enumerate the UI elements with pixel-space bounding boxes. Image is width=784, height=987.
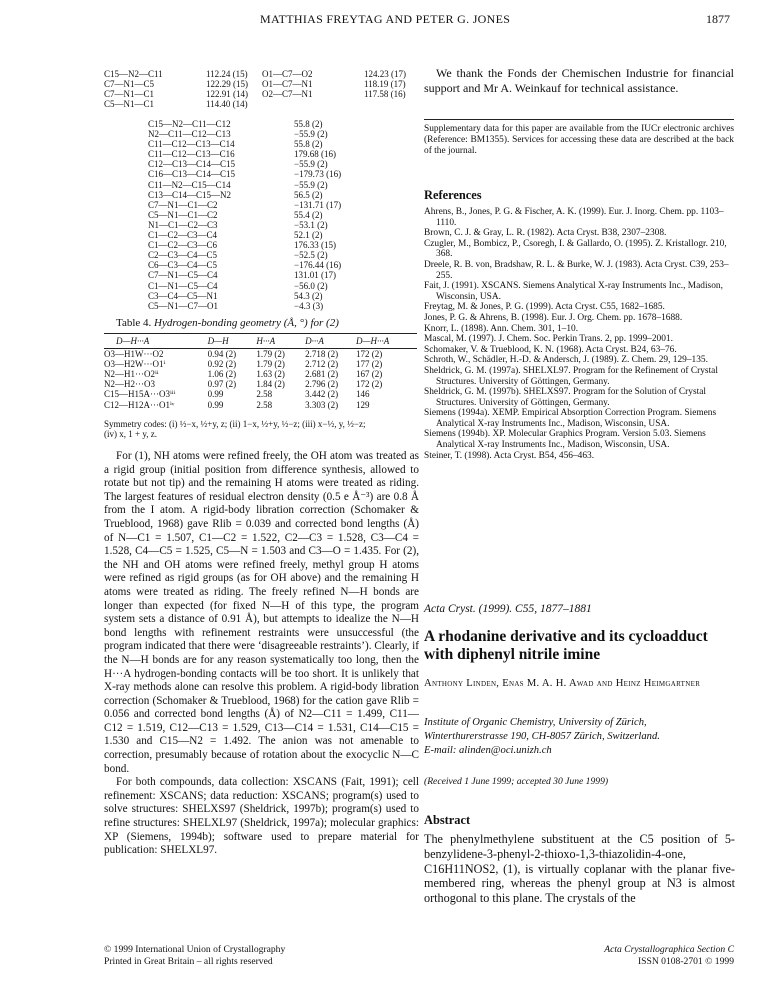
angle-atoms: O1—C7—N1 — [262, 79, 313, 90]
table4-header-cell: D—H — [207, 336, 229, 346]
angle-value: 122.29 (15) — [206, 79, 248, 90]
table4-cell: 129 — [355, 399, 370, 410]
angle-row — [262, 69, 416, 79]
torsion-atoms: C7—N1—C5—C4 — [148, 270, 218, 281]
footer-left — [104, 944, 285, 967]
angle-value: 124.23 (17) — [364, 69, 406, 79]
received-dates: (Received 1 June 1999; accepted 30 June 1999) — [424, 776, 609, 787]
angle-value: 117.58 (16) — [364, 89, 406, 100]
torsion-row — [148, 139, 374, 149]
table4-cell: 172 (2) — [355, 379, 383, 390]
torsion-atoms: C11—N2—C15—C14 — [148, 179, 231, 190]
torsion-row — [148, 159, 374, 169]
table4-caption — [116, 317, 339, 329]
table4-row — [104, 379, 417, 389]
torsion-value: −55.9 (2) — [294, 129, 328, 140]
torsion-row — [148, 291, 374, 301]
footer-printed: Printed in Great Britain – all rights reserved — [104, 955, 273, 967]
table4-header-cell: D—H···A — [355, 336, 390, 346]
reference-item: Steiner, T. (1998). Acta Cryst. B54, 456–463. — [424, 450, 595, 461]
angle-row — [104, 69, 258, 79]
torsion-atoms: C1—C2—C3—C4 — [148, 230, 218, 241]
table4-cell: 1.63 (2) — [256, 369, 285, 380]
programs-paragraph: For both compounds, data collection: XSCANS (Fait, 1991); cell refinement: XSCANS; data reduction: XSCANS; program(s) used to solve structures: SHELXS97 (Sheldrick, 1997b); program(s) used to refine structures: SHELXL97 (Sheldrick, 1997a); molecular graphics: XP (Siemens, 1994b); software used to prepare material for publication: SHELXL97. — [104, 776, 419, 857]
reference-item: Knorr, L. (1898). Ann. Chem. 301, 1–10. — [424, 323, 579, 334]
torsion-row — [148, 210, 374, 220]
torsion-row — [148, 250, 374, 260]
reference-item: Brown, C. J. & Gray, L. R. (1982). Acta Cryst. B38, 2307–2308. — [424, 228, 667, 239]
reference-item: Freytag, M. & Jones, P. G. (1999). Acta Cryst. C55, 1682–1685. — [424, 302, 665, 313]
bond-angles-left — [104, 69, 258, 109]
torsion-angles-table — [148, 119, 374, 311]
torsion-row — [148, 169, 374, 179]
torsion-value: −131.71 (17) — [294, 199, 342, 210]
references-heading: References — [424, 188, 482, 202]
table4-cell: 0.92 (2) — [207, 359, 237, 370]
abstract-heading: Abstract — [424, 813, 471, 827]
angle-row — [104, 79, 258, 89]
torsion-atoms: C5—N1—C1—C2 — [148, 209, 218, 220]
abstract-text: The phenylmethylene substituent at the C5 position of 5-benzylidene-3-phenyl-2-thioxo-1,3-thiazolidin-4-one, C16H11NOS2, (1), is virtually coplanar with the planar five-membered ring, whereas the phenyl group at N3 is almost orthogonal to this plane. The crystals of the — [424, 832, 735, 906]
angle-atoms: O2—C7—N1 — [262, 89, 313, 100]
article-title: A rhodanine derivative and its cycloadduct with diphenyl nitrile imine — [424, 628, 708, 663]
torsion-value: 56.5 (2) — [294, 189, 323, 200]
table4-cell: 0.99 — [207, 399, 224, 410]
reference-item: Schroth, W., Schädler, H.-D. & Andersch, J. (1989). Z. Chem. 29, 129–135. — [424, 355, 708, 366]
article-citation: Acta Cryst. (1999). C55, 1877–1881 — [424, 603, 592, 615]
table4-cell: C15—H15A···O3ⁱⁱⁱ — [104, 389, 176, 400]
torsion-value: 55.8 (2) — [294, 139, 323, 150]
torsion-atoms: C1—C2—C3—C6 — [148, 240, 218, 251]
reference-item: Fait, J. (1991). XSCANS. Siemens Analytical X-ray Instruments Inc., Madison, Wisconsin, USA. — [424, 281, 723, 302]
affiliation-line-2: Winterthurerstrasse 190, CH-8057 Zürich, Switzerland. — [424, 731, 660, 742]
symmetry-codes — [104, 419, 420, 439]
torsion-atoms: C2—C3—C4—C5 — [148, 250, 218, 261]
angle-value: 114.40 (14) — [206, 99, 248, 110]
hydrogen-bond-table — [104, 336, 417, 410]
torsion-atoms: C11—C12—C13—C16 — [148, 149, 235, 160]
torsion-value: −4.3 (3) — [294, 300, 324, 311]
table4-header-cell: D···A — [305, 336, 324, 346]
footer-issn: ISSN 0108-2701 © 1999 — [637, 955, 734, 967]
reference-item: Sheldrick, G. M. (1997b). SHELXS97. Program for the Solution of Crystal Structures. University of Göttingen, Germany. — [424, 387, 707, 408]
torsion-row — [148, 260, 374, 270]
torsion-value: 131.01 (17) — [294, 270, 336, 281]
page-number: 1877 — [706, 12, 730, 26]
table4-title: Hydrogen-bonding geometry (Å, °) for (2) — [154, 317, 339, 329]
torsion-value: −56.0 (2) — [294, 280, 328, 291]
refinement-paragraph: For (1), NH atoms were refined freely, the OH atom was treated as a rigid group (initial position from difference synthesis, allowed to rotate but not tip) and the remaining H atoms were treated as riding. The largest features of residual electron density (0.5 e Å⁻³) are 0.8 Å from the I atom. A rigid-body libration correction (Schomaker & Trueblood, 1968) gave Rlib = 0.039 and corrected bond lengths (Å) of N—C1 = 1.507, C1—C2 = 1.522, C2—C3 = 1.528, C3—C4 = 1.528, C4—C5 = 1.525, C5—N = 1.503 and C3—O = 1.435. For (2), the NH and OH atoms were refined freely, methyl group H atoms were refined as rigid groups (as for OH above) and the remaining H atoms were treated as riding. The freely refined N—H bonds are longer than expected (for fixed N—H of this type, the program system sets a distance of 0.91 Å), but attempts to idealize the N—H bond lengths with refinement restraints were unsuccessful (the program indicated that there were ‘disagreeable restraints’). Clearly, if the N—H bonds are for any reason systematically too long, then the H···A hydrogen-bonding contacts will be too short. It is unlikely that X-ray methods alone can resolve this problem. A rigid-body libration correction (Schomaker & Trueblood, 1968) for the cation gave Rlib = 0.056 and corrected bond lengths (Å) of N2—C11 = 1.499, C11—C12 = 1.519, C12—C13 = 1.529, C13—C14 = 1.531, C14—C15 = 1.530 and C15—N2 = 1.492. The anion was not amenable to correction, presumably because of rotation about the exocyclic N—C bond. — [104, 450, 419, 775]
table4-cell: C12—H12A···O1ⁱᵛ — [104, 399, 175, 410]
torsion-atoms: C12—C13—C14—C15 — [148, 159, 236, 170]
angle-value: 122.91 (14) — [206, 89, 248, 100]
reference-item: Ahrens, B., Jones, P. G. & Fischer, A. K. (1999). Eur. J. Inorg. Chem. pp. 1103–1110. — [424, 207, 724, 228]
footer-copyright: © 1999 International Union of Crystallography — [104, 944, 286, 955]
affiliation — [424, 716, 734, 758]
torsion-row — [148, 240, 374, 250]
table4-header-cell: H···A — [256, 336, 276, 346]
reference-item: Siemens (1994a). XEMP. Empirical Absorption Correction Program. Siemens Analytical X-ray Instruments Inc., Madison, Wisconsin, USA. — [424, 408, 717, 429]
acknowledgement: We thank the Fonds der Chemischen Industrie for financial support and Mr A. Weinkauf for technical assistance. — [424, 66, 734, 95]
torsion-atoms: C5—N1—C7—O1 — [148, 300, 219, 311]
table4-cell: 172 (2) — [356, 349, 417, 360]
angle-atoms: C7—N1—C1 — [104, 89, 155, 100]
torsion-row — [148, 270, 374, 280]
left-column-body — [104, 450, 419, 858]
torsion-value: 55.8 (2) — [294, 119, 323, 129]
symmetry-line-1: Symmetry codes: (i) ½−x, ½+y, z; (ii) 1−x, ½+y, ½−z; (iii) x−½, y, ½−z; — [104, 419, 366, 429]
table4-cell: 0.97 (2) — [207, 379, 237, 390]
torsion-atoms: C13—C14—C15—N2 — [148, 189, 232, 200]
torsion-value: 55.4 (2) — [294, 209, 323, 220]
torsion-row — [148, 190, 374, 200]
torsion-atoms: C7—N1—C1—C2 — [148, 199, 218, 210]
torsion-atoms: C3—C4—C5—N1 — [148, 290, 218, 301]
torsion-row — [148, 281, 374, 291]
angle-row — [262, 89, 416, 99]
torsion-value: −55.9 (2) — [294, 159, 328, 170]
table4-cell: 2.718 (2) — [305, 349, 356, 360]
torsion-row — [148, 200, 374, 210]
table4-cell: 2.58 — [256, 399, 273, 410]
table4-cell: 3.442 (2) — [305, 389, 339, 400]
torsion-row — [148, 149, 374, 159]
torsion-value: 54.3 (2) — [294, 290, 323, 301]
torsion-row — [148, 301, 374, 311]
reference-item: Mascal, M. (1997). J. Chem. Soc. Perkin Trans. 2, pp. 1999–2001. — [424, 334, 673, 345]
table4-cell: 2.681 (2) — [305, 369, 339, 380]
angle-value: 118.19 (17) — [364, 79, 406, 90]
supplementary-note: Supplementary data for this paper are available from the IUCr electronic archives (Reference: BM1355). Services for accessing these data are described at the back of the journal. — [424, 124, 734, 156]
table4-cell: 0.99 — [207, 389, 224, 400]
table4-cell: O3—H2W···O1ⁱ — [104, 359, 166, 370]
table4-cell: 0.94 (2) — [208, 349, 257, 360]
torsion-row — [148, 119, 374, 129]
article-authors: Anthony Linden, Enas M. A. H. Awad and Heinz Heimgartner — [424, 678, 701, 689]
table4-row — [104, 389, 417, 399]
torsion-row — [148, 220, 374, 230]
reference-item: Schomaker, V. & Trueblood, K. N. (1968). Acta Cryst. B24, 63–76. — [424, 344, 677, 355]
torsion-value: −55.9 (2) — [294, 179, 328, 190]
table4-cell: 2.58 — [256, 389, 273, 400]
torsion-value: −52.5 (2) — [294, 250, 328, 261]
torsion-row — [148, 230, 374, 240]
symmetry-line-2: (iv) x, 1 + y, z. — [104, 429, 157, 439]
reference-item: Siemens (1994b). XP. Molecular Graphics Program. Version 5.03. Siemens Analytical X-ray Instruments Inc., Madison, Wisconsin, USA. — [424, 429, 706, 451]
table4-cell: 1.84 (2) — [256, 379, 285, 390]
table4-cell: 3.303 (2) — [305, 399, 339, 410]
table4-header-cell: D—H···A — [116, 336, 150, 346]
table4-cell: 1.79 (2) — [256, 359, 285, 370]
table4-cell: 1.06 (2) — [207, 369, 237, 380]
torsion-atoms: C6—C3—C4—C5 — [148, 260, 218, 271]
torsion-value: 52.1 (2) — [294, 230, 323, 241]
table4-cell: 167 (2) — [355, 369, 383, 380]
table4-row — [104, 349, 417, 360]
torsion-value: 176.33 (15) — [294, 240, 336, 251]
angle-atoms: O1—C7—O2 — [262, 69, 313, 79]
torsion-value: −179.73 (16) — [294, 169, 342, 180]
table4-cell: O3—H1W···O2 — [104, 349, 208, 360]
torsion-row — [148, 129, 374, 139]
supplementary-rule — [424, 119, 734, 120]
table4-row — [104, 400, 417, 410]
torsion-atoms: N2—C11—C12—C13 — [148, 129, 231, 140]
email-address: E-mail: alinden@oci.unizh.ch — [424, 745, 552, 756]
table4-row — [104, 359, 417, 369]
torsion-atoms: C1—N1—C5—C4 — [148, 280, 218, 291]
table4-top-rule — [104, 333, 417, 334]
angle-atoms: C5—N1—C1 — [104, 99, 155, 110]
torsion-row — [148, 180, 374, 190]
table4-cell: N2—H1···O2ⁱⁱ — [104, 369, 159, 380]
header-authors: MATTHIAS FREYTAG AND PETER G. JONES — [260, 12, 511, 26]
reference-item: Jones, P. G. & Ahrens, B. (1998). Eur. J. Org. Chem. pp. 1678–1688. — [424, 312, 683, 323]
reference-item: Sheldrick, G. M. (1997a). SHELXL97. Program for the Refinement of Crystal Structures. University of Göttingen, Germany. — [424, 365, 718, 387]
footer-journal: Acta Crystallographica Section C — [604, 944, 734, 955]
torsion-atoms: C11—C12—C13—C14 — [148, 139, 235, 150]
torsion-atoms: C16—C13—C14—C15 — [148, 169, 236, 180]
angle-row — [262, 79, 416, 89]
table4-label: Table 4. — [116, 317, 152, 329]
torsion-value: −176.44 (16) — [294, 260, 342, 271]
torsion-value: −53.1 (2) — [294, 219, 328, 230]
table4-cell: N2—H2···O3 — [104, 379, 155, 390]
angle-atoms: C7—N1—C5 — [104, 79, 155, 90]
angle-atoms: C15—N2—C11 — [104, 69, 163, 79]
table4-cell: 1.79 (2) — [256, 349, 305, 360]
references-list — [424, 207, 734, 461]
torsion-atoms: C15—N2—C11—C12 — [148, 119, 231, 129]
table4-cell: 2.796 (2) — [305, 379, 339, 390]
table4-row — [104, 369, 417, 379]
reference-item: Czugler, M., Bombicz, P., Csoregh, I. & Gallardo, O. (1995). Z. Kristallogr. 210, 368. — [424, 238, 727, 260]
torsion-value: 179.68 (16) — [294, 149, 336, 160]
table4-cell: 177 (2) — [355, 359, 383, 370]
angle-row — [104, 99, 258, 109]
angle-value: 112.24 (15) — [206, 69, 248, 79]
table4-cell: 146 — [355, 389, 370, 400]
affiliation-line-1: Institute of Organic Chemistry, University of Zürich, — [424, 717, 647, 728]
bond-angles-right — [262, 69, 416, 99]
table4-cell: 2.712 (2) — [305, 359, 339, 370]
footer-right — [520, 944, 734, 967]
table4-header-row — [104, 336, 417, 349]
torsion-atoms: N1—C1—C2—C3 — [148, 219, 218, 230]
reference-item: Dreele, R. B. von, Bradshaw, R. L. & Burke, W. J. (1983). Acta Cryst. C39, 253–255. — [424, 259, 729, 281]
angle-row — [104, 89, 258, 99]
